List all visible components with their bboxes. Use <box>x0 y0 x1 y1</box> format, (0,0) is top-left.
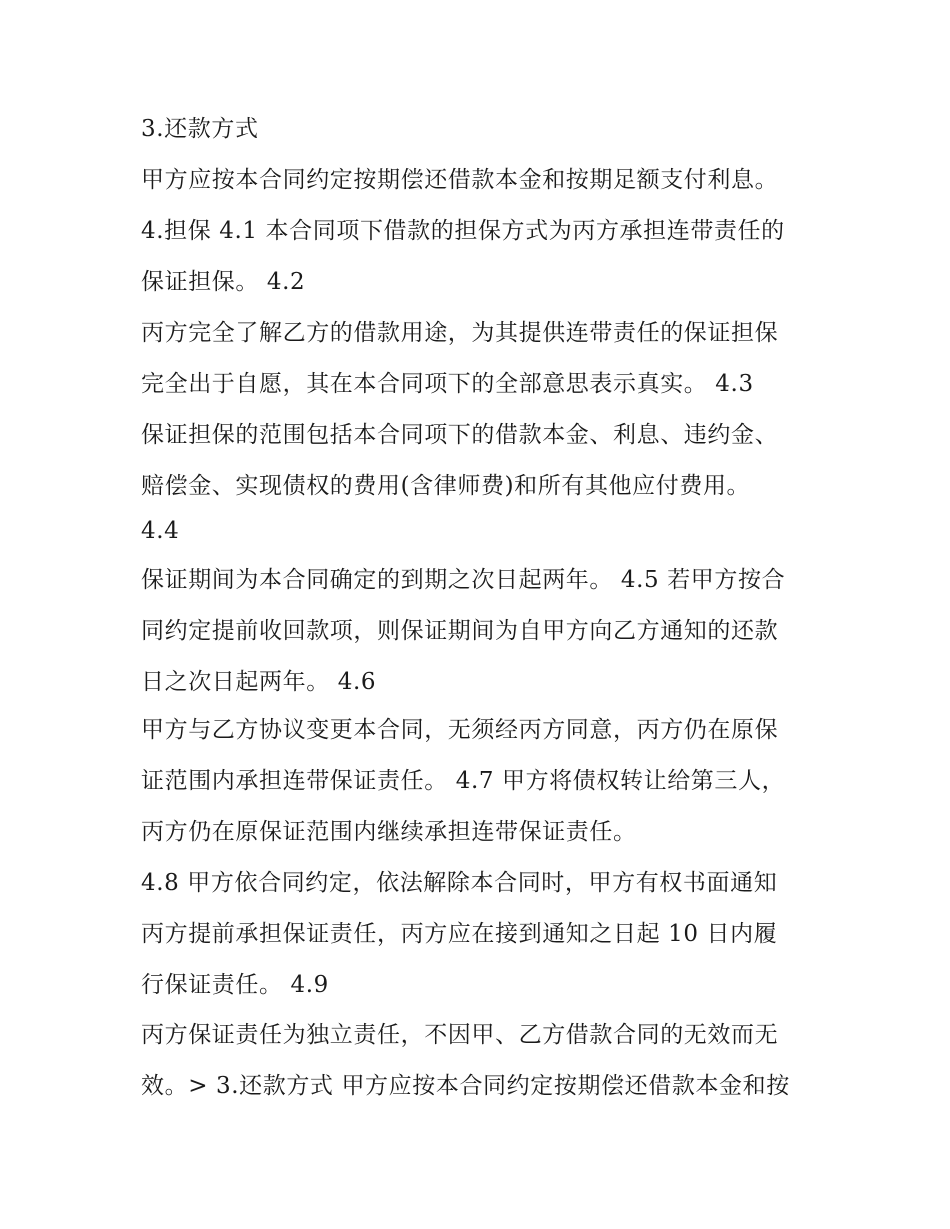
text-line: 丙方保证责任为独立责任，不因甲、乙方借款合同的无效而无 <box>141 1022 779 1048</box>
text-line: 4.8 甲方依合同约定，依法解除本合同时，甲方有权书面通知 <box>141 870 778 896</box>
text-line: 保证担保。 4.2 <box>141 269 306 295</box>
text-line: 3.还款方式 <box>141 116 259 142</box>
text-line: 甲方应按本合同约定按期偿还借款本金和按期足额支付利息。 <box>141 167 779 193</box>
text-line: 赔偿金、实现债权的费用(含律师费)和所有其他应付费用。 <box>141 473 751 499</box>
text-line: 丙方提前承担保证责任，丙方应在接到通知之日起 10 日内履 <box>141 921 778 947</box>
text-line: 丙方完全了解乙方的借款用途，为其提供连带责任的保证担保 <box>141 320 779 346</box>
text-line: 完全出于自愿，其在本合同项下的全部意思表示真实。 4.3 <box>141 371 754 397</box>
text-line: 4.4 <box>141 518 180 544</box>
text-line: 同约定提前收回款项，则保证期间为自甲方向乙方通知的还款 <box>141 618 779 644</box>
text-line: 效。> 3.还款方式 甲方应按本合同约定按期偿还借款本金和按 <box>141 1073 790 1099</box>
text-line: 保证期间为本合同确定的到期之次日起两年。 4.5 若甲方按合 <box>141 567 786 593</box>
text-line: 行保证责任。 4.9 <box>141 972 329 998</box>
text-line: 日之次日起两年。 4.6 <box>141 669 377 695</box>
text-line: 保证担保的范围包括本合同项下的借款本金、利息、违约金、 <box>141 422 779 448</box>
text-line: 4.担保 4.1 本合同项下借款的担保方式为丙方承担连带责任的 <box>141 218 785 244</box>
text-line: 甲方与乙方协议变更本合同，无须经丙方同意，丙方仍在原保 <box>141 717 779 743</box>
text-line: 丙方仍在原保证范围内继续承担连带保证责任。 <box>141 819 637 845</box>
text-line: 证范围内承担连带保证责任。 4.7 甲方将债权转让给第三人， <box>141 768 786 794</box>
